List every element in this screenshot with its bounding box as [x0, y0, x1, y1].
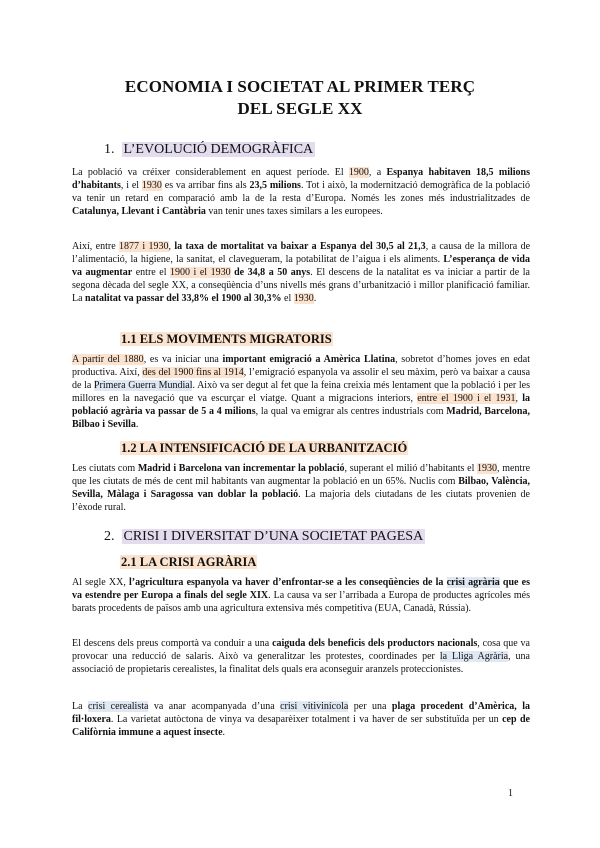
bold-text: cep de Califòrnia immune a aquest insecte	[72, 714, 530, 739]
title-line-2: DEL SEGLE XX	[237, 99, 363, 118]
highlighted-text: A partir del 1880	[72, 354, 144, 365]
bold-text: de	[230, 267, 248, 279]
section-1-1-paragraph: A partir del 1880, es va iniciar una important emigració a Amèrica Llatina, sobretot d’homes joves en edat productiva. Així, des del 1900 fins al 1914, l’emigració espanyola va assolir el seu màxim, però va baixar a causa de la Primera Guerra Mundial. Això va ser degut al fet que la feina creixia més lentament que la població i per les millores en la navegació que va escurçar el viatge. Quant a migracions interiors, entre el 1900 i el 1931, la població agrària va passar de 5 a 4 milions, la qual va emigrar als centres industrials com Madrid, Barcelona, Bilbao i Sevilla.	[72, 354, 531, 431]
highlighted-text: crisi cerealista	[88, 701, 149, 712]
bold-text: la taxa de mortalitat va baixar a Espanya del 30,5 al 21,3	[174, 241, 426, 252]
bold-text: natalitat va passar del 33,8% el 1900 al 30,3%	[85, 293, 282, 305]
bold-text: important emigració a Amèrica Llatina	[222, 354, 396, 365]
section-1-paragraph-2: Així, entre 1877 i 1930, la taxa de mortalitat va baixar a Espanya del 30,5 al 21,3, a causa de la millora de l’alimentació, la higiene, la sanitat, el clavegueram, la potabilitat de l’aigua i els aliments. L’esperança de vida va augmentar entre el 1900 i el 1930 de 34,8 a 50 anys. El descens de la natalitat es va iniciar a partir de la segona dècada del segle XX, a conseqüència d’uns nivells més grans d’urbanització i millor planificació familiar. La natalitat va passar del 33,8% el 1900 al 30,3% el 1930.	[72, 241, 531, 305]
highlighted-text: des del 1900 fins al 1914	[142, 367, 244, 379]
section-1-1-title: 1.1 ELS MOVIMENTS MIGRATORIS	[121, 332, 332, 346]
highlighted-text: 1930	[477, 463, 498, 474]
bold-text: la població agrària va passar de 5 a 4 milions	[72, 393, 531, 418]
highlighted-text: Primera Guerra Mundial	[93, 380, 193, 392]
section-2-1-paragraph-2: El descens dels preus comportà va conduir a una caiguda dels beneficis dels productors nacionals, cosa que va provocar una reducció de salaris. Això va generalitzar les protestes, coordinades per la Lliga Agrària, una associació de propietaris cerealistes, la finalitat dels quals era aconseguir aranzels proteccionistes.	[72, 638, 530, 676]
section-1-heading	[104, 140, 315, 160]
section-2-number: 2.	[104, 529, 115, 544]
bold-text: Catalunya, Llevant i Cantàbria	[72, 206, 206, 218]
section-1-1-heading	[120, 331, 333, 347]
highlighted-text: 1930	[293, 293, 314, 305]
section-2-1-title: 2.1 LA CRISI AGRÀRIA	[121, 555, 257, 569]
page-number: 1	[508, 788, 513, 799]
bold-text: caiguda dels beneficis dels productors nacionals	[272, 638, 478, 649]
bold-text: plaga procedent d’Amèrica, la fil·loxera	[72, 701, 530, 726]
bold-text: Espanya habitaven 18,5 milions d’habitants	[72, 167, 530, 192]
section-2-title: CRISI I DIVERSITAT D’UNA SOCIETAT PAGESA	[123, 529, 424, 544]
title-line-1: ECONOMIA I SOCIETAT AL PRIMER TERÇ	[124, 77, 476, 96]
section-2-heading	[104, 527, 425, 547]
highlighted-text: entre el 1900 i el 1931	[417, 393, 516, 405]
section-2-1-paragraph-1: Al segle XX, l’agricultura espanyola va haver d’enfrontar-se a les conseqüències de la crisi agrària que es va estendre per Europa a finals del segle XIX. La causa va ser l’arribada a Europa de productes agrícoles més barats procedents de països amb una agricultura extensiva més competitiva (EUA, Canadà, Rússia).	[72, 577, 530, 615]
section-1-title: L’EVOLUCIÓ DEMOGRÀFICA	[123, 142, 314, 157]
section-1-paragraph-1: La població va créixer considerablement en aquest període. El 1900, a Espanya habitaven 18,5 milions d’habitants, i el 1930 es va arribar fins als 23,5 milions. Tot i això, la modernització demogràfica de la població va tenir un retard en comparació amb la de la resta d’Europa. Només les zones més industrialitzades de Catalunya, Llevant i Cantàbria van tenir unes taxes similars a les europees.	[72, 167, 530, 218]
highlighted-text: 1930	[141, 180, 162, 192]
bold-text: l’agricultura espanyola va haver d’enfrontar-se a les conseqüències de la	[129, 577, 447, 588]
section-2-1-heading	[120, 554, 257, 570]
section-1-2-paragraph: Les ciutats com Madrid i Barcelona van incrementar la població, superant el milió d’habitants el 1930, mentre que les ciutats de més de cent mil habitants van augmentar la població en un 65%. Nuclis com Bilbao, València, Sevilla, Màlaga i Saragossa van doblar la població. La majoria dels ciutadans de les ciutats provenien de l’èxode rural.	[72, 463, 531, 514]
bold-text: Madrid, Barcelona, Bilbao i Sevilla	[72, 406, 530, 431]
bold-text: L’esperança de vida va augmentar	[72, 254, 530, 279]
bold-text: que es va estendre per Europa a finals del segle XIX	[72, 577, 530, 602]
bold-text: crisi agrària	[446, 577, 500, 588]
bold-text: 34,8 a 50 anys	[247, 267, 311, 279]
document-title	[60, 76, 540, 120]
bold-text: Madrid i Barcelona van incrementar la població	[137, 463, 345, 474]
highlighted-text: crisi vitivinícola	[280, 701, 349, 712]
bold-text: 23,5 milions	[249, 180, 301, 192]
highlighted-text: la Lliga Agrària	[439, 651, 509, 663]
section-1-2-heading	[120, 440, 408, 456]
section-1-number: 1.	[104, 142, 115, 157]
highlighted-text: 1900 i el 1930	[170, 267, 231, 279]
bold-text: Bilbao, València, Sevilla, Màlaga i Saragossa van doblar la població	[72, 476, 530, 501]
section-1-2-title: 1.2 LA INTENSIFICACIÓ DE LA URBANITZACIÓ	[121, 441, 408, 455]
highlighted-text: 1877 i 1930	[119, 241, 169, 252]
highlighted-text: 1900	[348, 167, 369, 178]
section-2-1-paragraph-3: La crisi cerealista va anar acompanyada d’una crisi vitivinícola per una plaga procedent d’Amèrica, la fil·loxera. La varietat autòctona de vinya va desaparèixer totalment i va haver de ser substituïda per un cep de Califòrnia immune a aquest insecte.	[72, 701, 530, 739]
